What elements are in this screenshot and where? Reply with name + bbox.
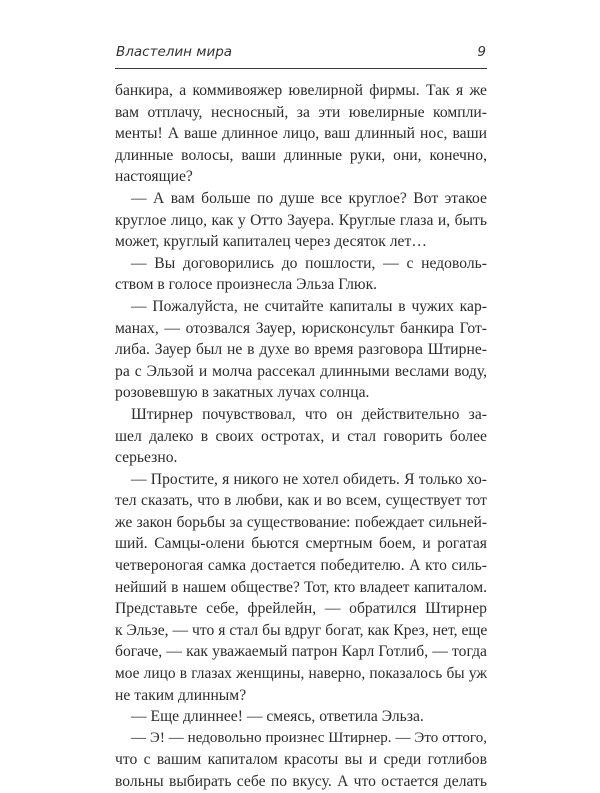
text-line: — Э! — недовольно произнес Штирнер. — Это оттого,	[131, 729, 487, 746]
text-line: ством в голосе произнесла Эльза Глюк.	[115, 276, 378, 294]
text-line: вольны выбирать себе по вкусу. А что остается делать	[115, 773, 487, 790]
text-line: ра с Эльзой и молча рассекал длинными веслами воду,	[115, 362, 487, 380]
text-line: богаче, — как уважаемый патрон Карл Готлиб, — тогда	[115, 643, 487, 661]
text-line: вам отплачу, несносный, за эти ювелирные компли-	[115, 103, 487, 121]
text-line: тел сказать, что в любви, как и во всем, существует тот	[115, 492, 487, 510]
text-line: — А вам больше по душе все круглое? Вот этакое	[131, 189, 487, 207]
body-text	[115, 80, 487, 793]
text-line: ший. Самцы-олени бьются смертным боем, и рогатая	[115, 535, 487, 553]
text-line: банкира, а коммивояжер ювелирной фирмы. Так я же	[115, 82, 487, 99]
text-line: Штирнер почувствовал, что он действительно за-	[131, 405, 487, 423]
text-line: четвероногая самка достается победителю. А кто силь-	[115, 557, 487, 575]
text-line: — Пожалуйста, не считайте капиталы в чужих кар-	[131, 297, 487, 315]
text-line: длинные волосы, ваши длинные руки, они, конечно,	[115, 146, 487, 164]
text-line: может, круглый капиталец через десяток лет…	[115, 233, 427, 251]
text-line: серьезно.	[115, 449, 178, 467]
running-header	[115, 38, 487, 69]
page-number: 9	[477, 44, 486, 60]
text-line: манах, — отозвался Зауер, юрисконсульт банкира Гот-	[115, 319, 487, 337]
text-line: не таким длинным?	[115, 686, 247, 704]
text-line: же закон борьбы за существование: побеждает сильней-	[115, 513, 487, 531]
text-line: — Вы договорились до пошлости, — с недоволь-	[131, 254, 487, 272]
text-line: к Эльзе, — что я стал бы вдруг богат, как Крез, нет, еще	[115, 621, 488, 639]
text-line: менты! А ваше длинное лицо, ваш длинный нос, ваши	[115, 125, 487, 143]
text-line: шел далеко в своих остротах, и стал говорить более	[115, 427, 487, 445]
book-title: Властелин мира	[116, 44, 233, 60]
text-line: мое лицо в глазах женщины, наверно, показалось бы уж	[115, 665, 487, 683]
text-line: нейший в нашем обществе? Тот, кто владеет капиталом.	[115, 578, 487, 596]
text-line: розовевшую в закатных лучах солнца.	[115, 384, 370, 402]
text-line: Представьте себе, фрейлейн, — обратился Штирнер	[115, 600, 487, 618]
text-line: — Простите, я никого не хотел обидеть. Я только хо-	[131, 470, 487, 488]
text-line: настоящие?	[115, 168, 193, 186]
text-line: что с вашим капиталом красоты вы и среди готлибов	[115, 751, 487, 769]
text-line: круглое лицо, как у Отто Зауера. Круглые глаза и, быть	[115, 211, 487, 229]
text-line: либа. Зауер был не в духе во время разговора Штирне-	[115, 341, 487, 359]
text-line: — Еще длиннее! — смеясь, ответила Эльза.	[131, 708, 424, 726]
